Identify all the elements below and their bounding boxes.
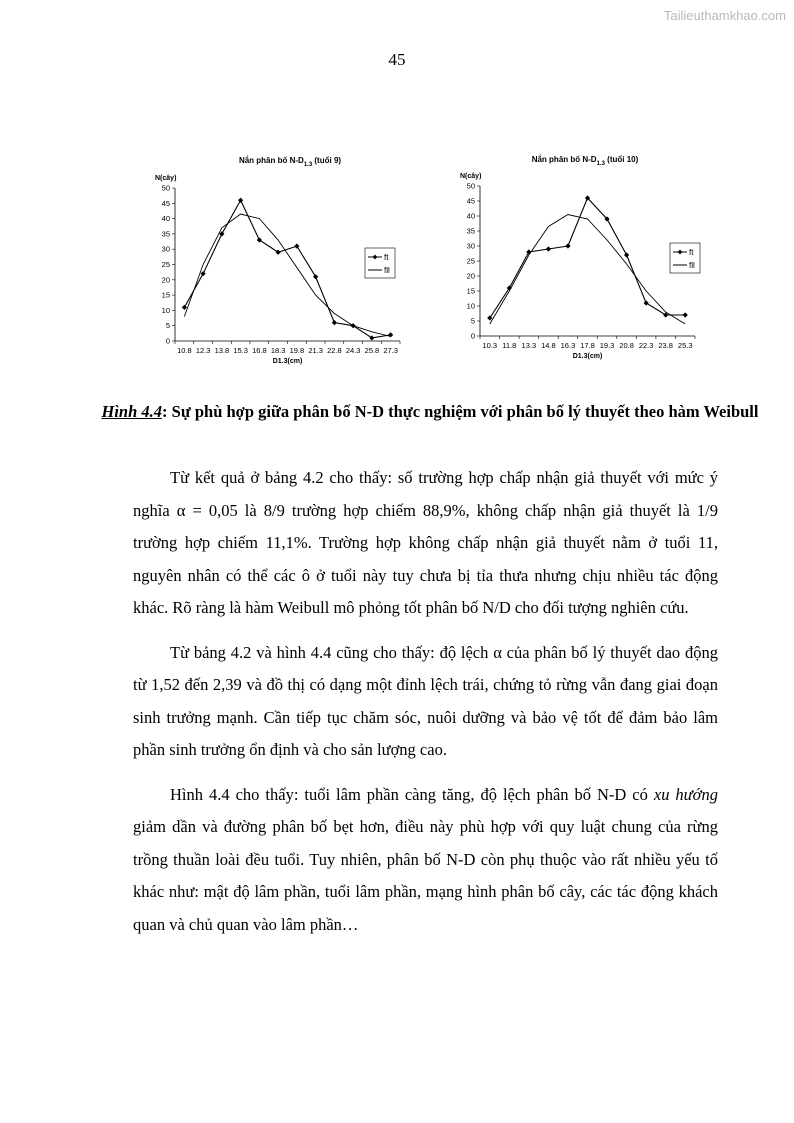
chart-age-9-svg — [140, 148, 440, 373]
x-tick-label: 16.8 — [252, 346, 267, 355]
chart-title-suffix: (tuổi 10) — [604, 155, 639, 164]
chart-title-main: Nắn phân bố N-D — [238, 156, 304, 165]
paragraph-3-part-2: giảm dần và đường phân bố bẹt hơn, điều này phù hợp với quy luật chung của rừng trồng thuần loài đều tuổi. Tuy nhiên, phân bố N-D còn phụ thuộc vào rất nhiều yếu tố khác như: mật độ lâm phần, tuổi lâm phần, mạng hình phân bố cây, các tác động khách quan và chủ quan vào lâm phần… — [133, 817, 718, 934]
x-tick-label: 25.3 — [677, 341, 693, 350]
y-tick-label: 20 — [161, 275, 170, 285]
x-tick-label: 15.3 — [233, 346, 248, 355]
y-tick-label: 15 — [466, 286, 475, 296]
data-point-ft — [313, 274, 318, 279]
data-point-ft — [201, 271, 206, 276]
x-tick-label: 11.8 — [502, 341, 517, 350]
chart-age-10 — [455, 148, 715, 368]
x-tick-label: 17.8 — [580, 341, 595, 350]
chart-title-subscript: 1.3 — [596, 161, 605, 167]
y-tick-label: 10 — [161, 305, 170, 315]
data-point-ft — [546, 246, 551, 251]
x-tick-label: 18.3 — [270, 346, 286, 355]
x-tick-label: 13.8 — [214, 346, 230, 355]
y-tick-label: 0 — [165, 336, 170, 346]
paragraph-3-part-1: Hình 4.4 cho thấy: tuổi lâm phần càng tăng, độ lệch phân bố N-D có — [170, 784, 654, 804]
legend-box — [365, 248, 395, 278]
data-point-ft — [388, 332, 393, 337]
y-tick-label: 30 — [161, 244, 170, 254]
x-tick-label: 21.3 — [308, 346, 323, 355]
x-tick-label: 19.8 — [289, 346, 305, 355]
series-line-ft — [490, 198, 685, 318]
x-tick-label: 10.3 — [482, 341, 498, 350]
y-tick-label: 45 — [161, 198, 170, 208]
watermark: Tailieuthamkhao.com — [663, 8, 786, 23]
y-tick-label: 25 — [466, 256, 475, 266]
y-tick-label: 5 — [165, 321, 170, 331]
x-axis-label: D1.3(cm) — [272, 358, 303, 365]
y-tick-label: 35 — [466, 226, 475, 236]
y-tick-label: 35 — [161, 229, 170, 239]
y-axis-label: N(cây) — [460, 173, 482, 180]
x-axis-label: D1.3(cm) — [572, 353, 603, 360]
y-tick-label: 15 — [161, 290, 170, 300]
y-tick-label: 50 — [466, 181, 475, 191]
legend-label-fll: fll — [689, 261, 695, 270]
legend-label-ft: ft — [384, 253, 389, 262]
chart-title-suffix: (tuổi 9) — [312, 156, 342, 165]
paragraph-3 — [133, 779, 718, 942]
x-tick-label: 16.3 — [560, 341, 576, 350]
paragraph-3-emphasis: xu hướng — [653, 784, 718, 804]
legend-label-ft: ft — [689, 248, 694, 257]
figure-caption-text: : Sự phù hợp giữa phân bố N-D thực nghiệm với phân bố lý thuyết theo hàm Weibull — [162, 402, 759, 421]
x-tick-label: 12.3 — [195, 346, 211, 355]
data-point-ft — [565, 243, 570, 248]
series-line-fll — [184, 214, 390, 336]
y-axis-label: N(cây) — [155, 175, 177, 182]
x-tick-label: 25.8 — [364, 346, 380, 355]
y-tick-label: 30 — [466, 241, 475, 251]
data-point-ft — [624, 252, 629, 257]
page-number: 45 — [388, 50, 406, 69]
data-point-ft — [294, 244, 299, 249]
y-tick-label: 5 — [470, 316, 475, 326]
chart-legend — [670, 243, 700, 273]
chart-legend — [365, 248, 395, 278]
y-tick-label: 45 — [466, 196, 475, 206]
data-point-ft — [683, 312, 688, 317]
body-text — [133, 462, 718, 953]
x-tick-label: 19.3 — [599, 341, 615, 350]
y-tick-label: 10 — [466, 301, 475, 311]
y-tick-label: 50 — [161, 183, 170, 193]
x-tick-label: 24.3 — [345, 346, 361, 355]
legend-label-fll: fll — [384, 266, 390, 275]
x-tick-label: 10.8 — [177, 346, 192, 355]
x-tick-label: 23.8 — [658, 341, 673, 350]
legend-box — [670, 243, 700, 273]
x-tick-label: 22.8 — [327, 346, 342, 355]
series-line-ft — [184, 200, 390, 338]
paragraph-2: Từ bảng 4.2 và hình 4.4 cũng cho thấy: độ lệch α của phân bố lý thuyết dao động từ 1,52 đến 2,39 và đồ thị có dạng một đỉnh lệch trái, chứng tỏ rừng vẫn đang giai đoạn sinh trưởng mạnh. Cần tiếp tục chăm sóc, nuôi dưỡng và bảo vệ tốt để đảm bảo lâm phần sinh trưởng ổn định và cho sản lượng cao. — [133, 642, 718, 759]
chart-title — [532, 155, 639, 167]
y-tick-label: 0 — [470, 331, 475, 341]
y-tick-label: 40 — [466, 211, 475, 221]
chart-title — [239, 156, 341, 168]
x-tick-label: 22.3 — [638, 341, 654, 350]
data-point-ft — [182, 305, 187, 310]
x-tick-label: 14.8 — [541, 341, 556, 350]
chart-age-9 — [140, 148, 440, 373]
paragraph-1: Từ kết quả ở bảng 4.2 cho thấy: số trường hợp chấp nhận giả thuyết với mức ý nghĩa α = 0,05 là 8/9 trường hợp chiếm 88,9%, không chấp nhận giả thuyết là 1/9 trường hợp chiếm 11,1%. Trường hợp không chấp nhận giả thuyết nằm ở tuổi 11, nguyên nhân có thể các ô ở tuổi này tuy chưa bị tỉa thưa nhưng chịu nhiều tác động khác. Rõ ràng là hàm Weibull mô phỏng tốt phân bố N/D cho đối tượng nghiên cứu. — [133, 468, 718, 617]
y-tick-label: 40 — [161, 214, 170, 224]
x-tick-label: 13.3 — [521, 341, 537, 350]
y-tick-label: 20 — [466, 271, 475, 281]
chart-title-subscript: 1.3 — [303, 162, 313, 168]
data-point-ft — [238, 198, 243, 203]
chart-title-main: Nắn phân bố N-D — [531, 155, 597, 164]
data-point-ft — [332, 320, 337, 325]
figure-label: Hình 4.4 — [101, 402, 163, 421]
figure-caption — [100, 397, 760, 427]
y-tick-label: 25 — [161, 260, 170, 269]
chart-age-10-svg — [455, 148, 715, 368]
x-tick-label: 20.8 — [619, 341, 634, 350]
data-point-ft — [644, 300, 649, 305]
x-tick-label: 27.3 — [383, 346, 398, 355]
